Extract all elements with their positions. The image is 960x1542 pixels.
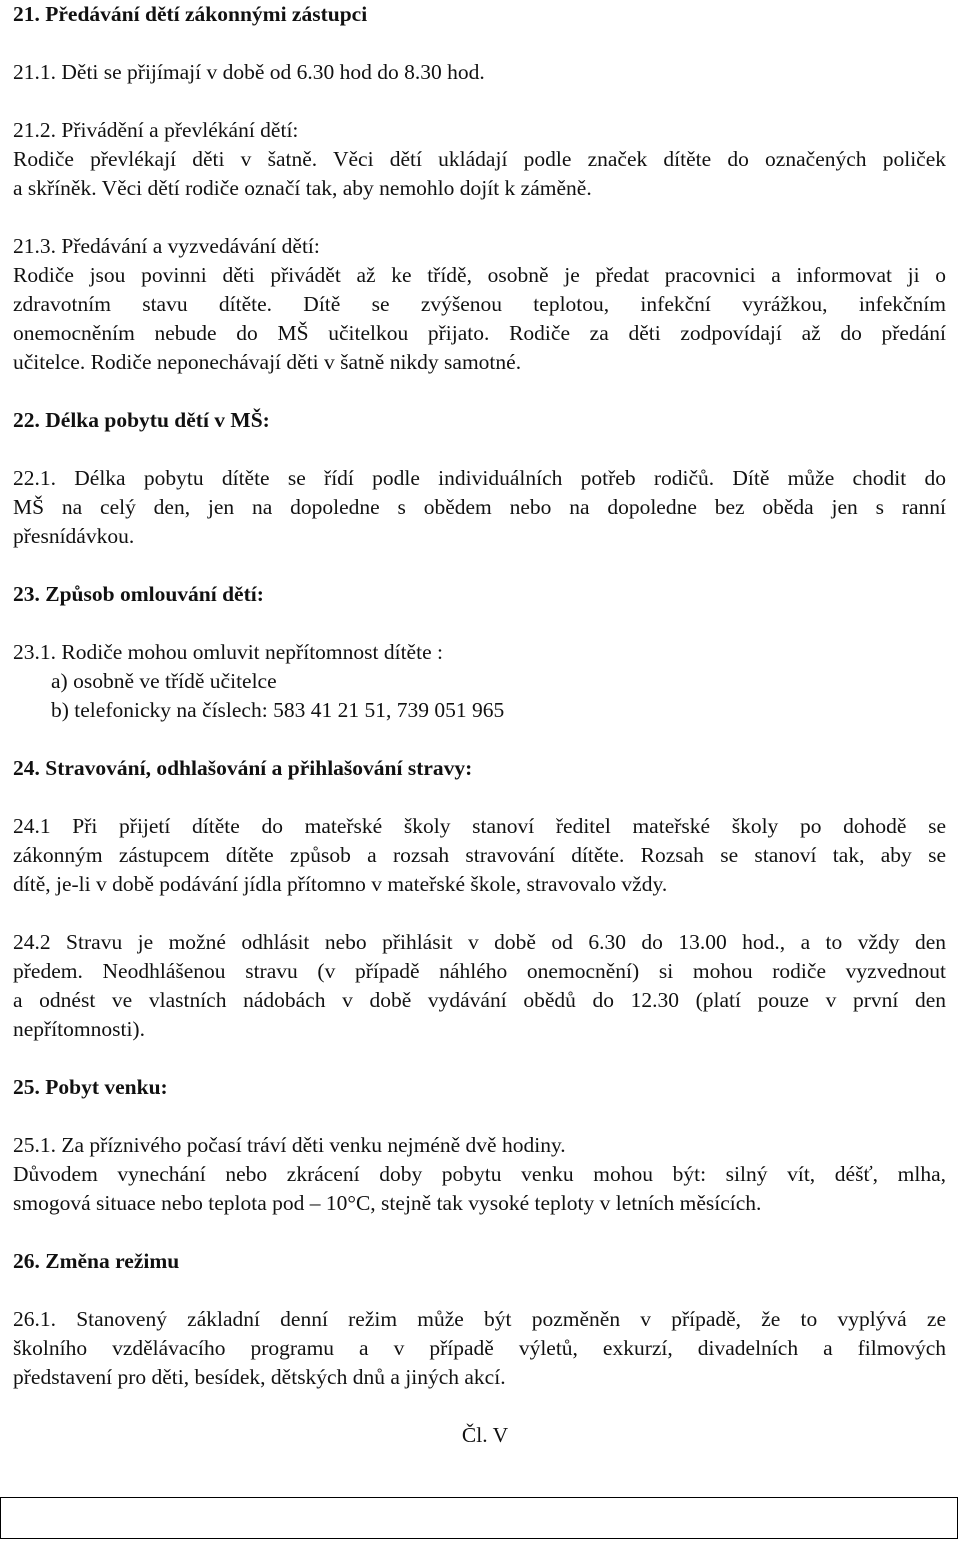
paragraph-21-3-title: 21.3. Předávání a vyzvedávání dětí: bbox=[13, 234, 320, 258]
paragraph-25-1-line: smogová situace nebo teplota pod – 10°C, stejně tak vysoké teploty v letních měsících. bbox=[13, 1191, 762, 1215]
paragraph-26-1-line: představení pro děti, besídek, dětských dnů a jiných akcí. bbox=[13, 1365, 506, 1389]
footer-frame bbox=[0, 1497, 958, 1539]
paragraph-24-1-line: zákonným zástupcem dítěte způsob a rozsah stravování dítěte. Rozsah se stanoví tak, aby se bbox=[13, 843, 946, 867]
paragraph-24-2-line: 24.2 Stravu je možné odhlásit nebo přihlásit v době od 6.30 do 13.00 hod., a to vždy den bbox=[13, 930, 946, 954]
section-21-heading: 21. Předávání dětí zákonnými zástupci bbox=[13, 2, 368, 26]
paragraph-21-2-title: 21.2. Přivádění a převlékání dětí: bbox=[13, 118, 299, 142]
paragraph-21-2-line: a skříněk. Věci dětí rodiče označí tak, aby nemohlo dojít k záměně. bbox=[13, 176, 592, 200]
paragraph-21-1: 21.1. Děti se přijímají v době od 6.30 hod do 8.30 hod. bbox=[13, 60, 485, 84]
paragraph-25-1-line: 25.1. Za příznivého počasí tráví děti venku nejméně dvě hodiny. bbox=[13, 1133, 566, 1157]
section-24-heading: 24. Stravování, odhlašování a přihlašování stravy: bbox=[13, 756, 473, 780]
section-23-heading: 23. Způsob omlouvání dětí: bbox=[13, 582, 264, 606]
paragraph-24-2-line: a odnést ve vlastních nádobách v době vydávání obědů do 12.30 (platí pouze v první den bbox=[13, 988, 946, 1012]
paragraph-21-3-line: Rodiče jsou povinni děti přivádět až ke třídě, osobně je předat pracovnici a informovat ji o bbox=[13, 263, 946, 287]
paragraph-21-3-line: onemocněním nebude do MŠ učitelkou přijato. Rodiče za děti zodpovídají až do předání bbox=[13, 321, 946, 345]
section-25-heading: 25. Pobyt venku: bbox=[13, 1075, 168, 1099]
list-item-a: a) osobně ve třídě učitelce bbox=[51, 669, 277, 693]
paragraph-22-1-line: MŠ na celý den, jen na dopoledne s obědem nebo na dopoledne bez oběda jen s ranní bbox=[13, 495, 946, 519]
paragraph-26-1-line: 26.1. Stanovený základní denní režim může být pozměněn v případě, že to vyplývá ze bbox=[13, 1307, 946, 1331]
paragraph-22-1-line: přesnídávkou. bbox=[13, 524, 135, 548]
paragraph-24-1-line: 24.1 Při přijetí dítěte do mateřské školy stanoví ředitel mateřské školy po dohodě se bbox=[13, 814, 946, 838]
paragraph-24-2-line: nepřítomnosti). bbox=[13, 1017, 145, 1041]
paragraph-21-2-line: Rodiče převlékají děti v šatně. Věci dětí ukládají podle značek dítěte do označených poliček bbox=[13, 147, 946, 171]
list-item-b: b) telefonicky na číslech: 583 41 21 51, 739 051 965 bbox=[51, 698, 505, 722]
paragraph-21-3-line: učitelce. Rodiče neponechávají děti v šatně nikdy samotné. bbox=[13, 350, 522, 374]
paragraph-25-1-line: Důvodem vynechání nebo zkrácení doby pobytu venku mohou být: silný vít, déšť, mlha, bbox=[13, 1162, 946, 1186]
paragraph-23-1: 23.1. Rodiče mohou omluvit nepřítomnost dítěte : bbox=[13, 640, 443, 664]
paragraph-24-1-line: dítě, je-li v době podávání jídla přítomno v mateřské škole, stravovalo vždy. bbox=[13, 872, 668, 896]
paragraph-21-3-line: zdravotním stavu dítěte. Dítě se zvýšenou teplotou, infekční vyrážkou, infekčním bbox=[13, 292, 946, 316]
paragraph-26-1-line: školního vzdělávacího programu a v případě výletů, exkurzí, divadelních a filmových bbox=[13, 1336, 946, 1360]
section-26-heading: 26. Změna režimu bbox=[13, 1249, 180, 1273]
section-22-heading: 22. Délka pobytu dětí v MŠ: bbox=[13, 408, 270, 432]
article-label: Čl. V bbox=[461, 1423, 509, 1447]
paragraph-22-1-line: 22.1. Délka pobytu dítěte se řídí podle individuálních potřeb rodičů. Dítě může chodit do bbox=[13, 466, 946, 490]
paragraph-24-2-line: předem. Neodhlášenou stravu (v případě náhlého onemocnění) si mohou rodiče vyzvednout bbox=[13, 959, 946, 983]
